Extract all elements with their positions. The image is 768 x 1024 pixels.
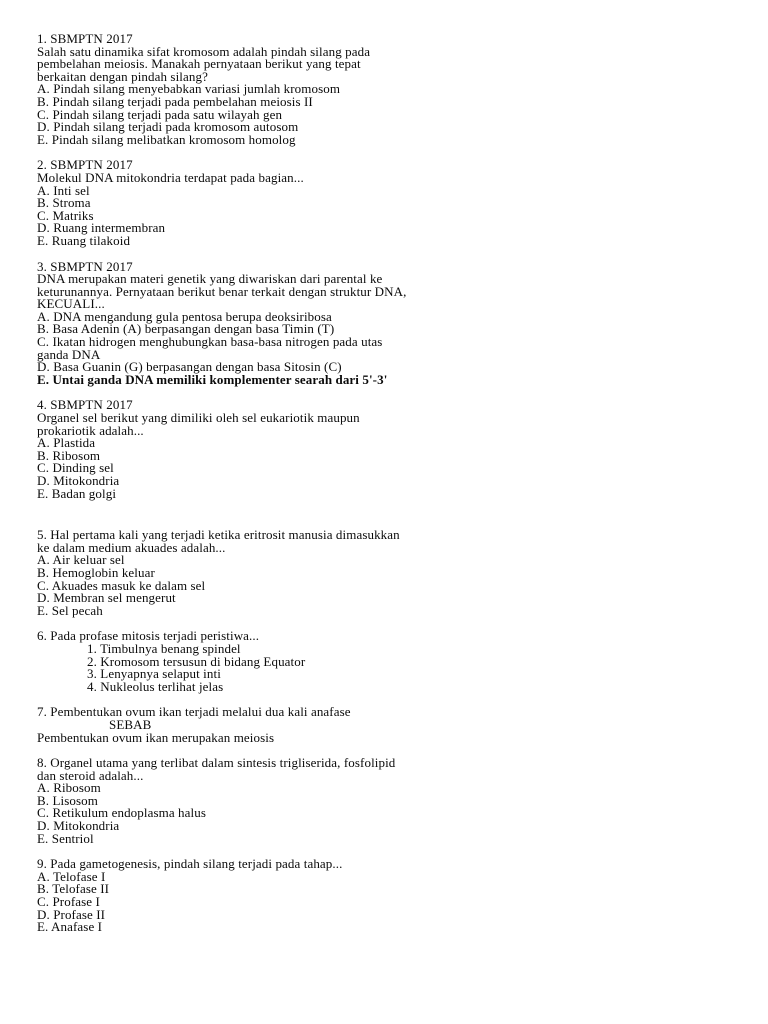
question-4-header: 4. SBMPTN 2017 <box>37 397 133 413</box>
question-2-option-a: A. Inti sel <box>37 182 90 198</box>
question-2-option-e: E. Ruang tilakoid <box>37 232 131 248</box>
question-7-statement-1: 7. Pembentukan ovum ikan terjadi melalui dua kali anafase <box>37 704 351 720</box>
question-3-option-c-continuation: ganda DNA <box>37 346 101 362</box>
question-8-option-c: C. Retikulum endoplasma halus <box>37 805 206 821</box>
question-3-option-a: A. DNA mengandung gula pentosa berupa deoksiribosa <box>37 308 332 324</box>
question-5-option-d: D. Membran sel mengerut <box>37 590 176 606</box>
question-6-item-1: 1. Timbulnya benang spindel <box>87 640 241 656</box>
question-5-body-line: 5. Hal pertama kali yang terjadi ketika eritrosit manusia dimasukkan <box>37 527 400 543</box>
question-5 <box>37 529 768 617</box>
question-3-body-line: keturunannya. Pernyataan berikut benar terkait dengan struktur DNA, <box>37 283 407 299</box>
question-9-option-c: C. Profase I <box>37 894 100 910</box>
question-1-body-line: Salah satu dinamika sifat kromosom adalah pindah silang pada <box>37 43 371 59</box>
question-5-option-a: A. Air keluar sel <box>37 552 125 568</box>
question-1-body-line: berkaitan dengan pindah silang? <box>37 68 208 84</box>
question-3 <box>37 258 768 387</box>
question-9-option-b: B. Telofase II <box>37 881 110 897</box>
question-3-option-d: D. Basa Guanin (G) berpasangan dengan basa Sitosin (C) <box>37 359 342 375</box>
question-4-option-c: C. Dinding sel <box>37 460 114 476</box>
question-4-option-e: E. Badan golgi <box>37 485 117 501</box>
question-5-option-c: C. Akuades masuk ke dalam sel <box>37 577 206 593</box>
question-9 <box>37 858 768 934</box>
question-7 <box>37 706 768 744</box>
question-2-option-c: C. Matriks <box>37 207 94 223</box>
question-3-option-b: B. Basa Adenin (A) berpasangan dengan basa Timin (T) <box>37 321 335 337</box>
question-4-option-d: D. Mitokondria <box>37 473 120 488</box>
question-5-body-line: ke dalam medium akuades adalah... <box>37 539 226 555</box>
question-4-body-line: prokariotik adalah... <box>37 422 144 438</box>
question-1 <box>37 33 768 146</box>
question-3-option-e: E. Untai ganda DNA memiliki komplementer searah dari 5'-3' <box>37 371 388 387</box>
question-9-option-e: E. Anafase I <box>37 919 103 935</box>
question-4-body-line: Organel sel berikut yang dimiliki oleh sel eukariotik maupun <box>37 410 360 426</box>
question-2-body-line: Molekul DNA mitokondria terdapat pada bagian... <box>37 169 304 185</box>
question-6 <box>37 630 768 693</box>
question-1-option-b: B. Pindah silang terjadi pada pembelahan meiosis II <box>37 93 313 109</box>
question-7-sebab-label: SEBAB <box>109 716 152 732</box>
question-1-option-a: A. Pindah silang menyebabkan variasi jumlah kromosom <box>37 81 341 97</box>
question-2-option-b: B. Stroma <box>37 195 91 211</box>
question-4-option-b: B. Ribosom <box>37 447 101 463</box>
question-1-option-c: C. Pindah silang terjadi pada satu wilayah gen <box>37 106 283 122</box>
question-2-header: 2. SBMPTN 2017 <box>37 157 133 173</box>
question-7-statement-2: Pembentukan ovum ikan merupakan meiosis <box>37 729 275 745</box>
question-8 <box>37 757 768 845</box>
question-4-option-a: A. Plastida <box>37 435 96 451</box>
question-8-option-a: A. Ribosom <box>37 780 101 796</box>
question-2-option-d: D. Ruang intermembran <box>37 220 166 236</box>
question-4 <box>37 399 768 500</box>
question-2 <box>37 159 768 247</box>
question-8-body-line: dan steroid adalah... <box>37 767 144 783</box>
question-6-item-3: 3. Lenyapnya selaput inti <box>87 666 221 682</box>
question-8-option-b: B. Lisosom <box>37 792 98 808</box>
question-6-item-2: 2. Kromosom tersusun di bidang Equator <box>87 653 306 669</box>
question-1-header: 1. SBMPTN 2017 <box>37 31 133 46</box>
question-9-option-d: D. Profase II <box>37 906 106 922</box>
question-6-body-line: 6. Pada profase mitosis terjadi peristiwa... <box>37 628 260 644</box>
question-8-body-line: 8. Organel utama yang terlibat dalam sintesis trigliserida, fosfolipid <box>37 755 396 771</box>
question-6-item-4: 4. Nukleolus terlihat jelas <box>87 678 224 694</box>
question-1-option-d: D. Pindah silang terjadi pada kromosom autosom <box>37 119 299 135</box>
question-1-body-line: pembelahan meiosis. Manakah pernyataan berikut yang tepat <box>37 56 361 72</box>
question-3-option-c: C. Ikatan hidrogen menghubungkan basa-basa nitrogen pada utas <box>37 334 383 350</box>
question-1-option-e: E. Pindah silang melibatkan kromosom homolog <box>37 131 296 147</box>
question-5-option-b: B. Hemoglobin keluar <box>37 564 155 580</box>
question-5-option-e: E. Sel pecah <box>37 602 103 618</box>
question-8-option-e: E. Sentriol <box>37 830 94 846</box>
question-3-body-line: DNA merupakan materi genetik yang diwariskan dari parental ke <box>37 271 383 287</box>
question-9-body-line: 9. Pada gametogenesis, pindah silang terjadi pada tahap... <box>37 856 343 872</box>
question-8-option-d: D. Mitokondria <box>37 818 120 834</box>
question-9-option-a: A. Telofase I <box>37 868 106 884</box>
question-3-body-line: KECUALI... <box>37 296 105 312</box>
question-3-header: 3. SBMPTN 2017 <box>37 258 133 274</box>
